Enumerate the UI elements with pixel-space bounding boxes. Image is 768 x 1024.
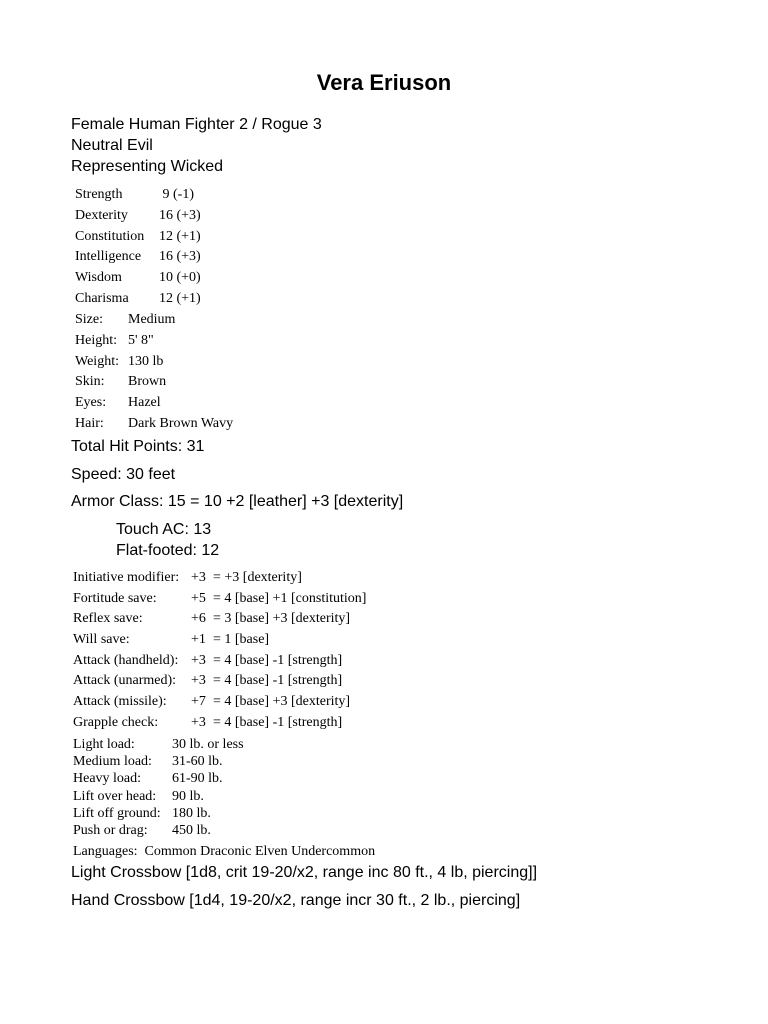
physical-row: [75, 331, 233, 352]
modifier-name: Attack (unarmed):: [73, 673, 177, 689]
load-row: [73, 788, 244, 805]
physical-label: Weight:: [75, 353, 119, 369]
modifier-calc: = 4 [base] +3 [dexterity]: [213, 694, 351, 710]
modifier-name: Attack (handheld):: [73, 652, 179, 668]
modifier-calc: = 4 [base] -1 [strength]: [213, 673, 343, 689]
modifier-value: +3: [191, 714, 206, 730]
modifier-row: [73, 589, 366, 610]
modifier-value: +5: [191, 590, 206, 606]
load-label: Push or drag:: [73, 822, 148, 838]
ability-scores: [75, 185, 201, 310]
ability-name: Strength: [75, 187, 123, 202]
modifier-value: +1: [191, 632, 206, 648]
load-row: [73, 770, 244, 787]
weapon-hand-crossbow: Hand Crossbow [1d4, 19-20/x2, range incr 30 ft., 2 lb., piercing]: [71, 892, 521, 909]
ability-row: [75, 227, 201, 248]
physical-description: [75, 310, 233, 435]
modifier-name: Reflex save:: [73, 611, 143, 627]
ability-value: 16 (+3): [159, 207, 201, 223]
hit-points: Total Hit Points: 31: [71, 438, 205, 455]
load-label: Lift off ground:: [73, 805, 161, 821]
physical-row: [75, 372, 233, 393]
modifier-row: [73, 692, 366, 713]
load-value: 61-90 lb.: [172, 771, 223, 787]
physical-label: Size:: [75, 312, 103, 327]
ability-value: 16 (+3): [159, 249, 201, 265]
physical-value: Hazel: [128, 395, 161, 411]
ability-value: 9 (-1): [159, 187, 194, 202]
load-value: 30 lb. or less: [172, 737, 244, 752]
modifier-row: [73, 568, 366, 589]
physical-row: [75, 393, 233, 414]
armor-class: Armor Class: 15 = 10 +2 [leather] +3 [dexterity]: [71, 493, 404, 510]
physical-value: 130 lb: [128, 353, 164, 369]
load-value: 180 lb.: [172, 805, 211, 821]
modifier-name: Grapple check:: [73, 714, 159, 730]
load-row: [73, 805, 244, 822]
combat-modifiers: [73, 568, 366, 734]
ability-row: [75, 247, 201, 268]
modifier-name: Will save:: [73, 632, 130, 648]
physical-row: [75, 352, 233, 373]
carrying-capacity: [73, 736, 244, 839]
physical-value: Dark Brown Wavy: [128, 415, 234, 431]
load-value: 90 lb.: [172, 788, 204, 804]
modifier-value: +3: [191, 673, 206, 689]
load-label: Heavy load:: [73, 771, 142, 787]
load-label: Lift over head:: [73, 788, 157, 804]
speed: Speed: 30 feet: [71, 466, 176, 483]
armor-class-details: [116, 520, 219, 561]
modifier-name: Initiative modifier:: [73, 570, 180, 585]
modifier-calc: = 4 [base] -1 [strength]: [213, 714, 343, 730]
modifier-calc: = 4 [base] +1 [constitution]: [213, 590, 367, 606]
modifier-row: [73, 630, 366, 651]
ability-value: 10 (+0): [159, 270, 201, 286]
modifier-row: [73, 651, 366, 672]
ability-row: [75, 268, 201, 289]
load-label: Light load:: [73, 737, 135, 752]
ability-name: Dexterity: [75, 207, 128, 223]
modifier-calc: = 3 [base] +3 [dexterity]: [213, 611, 351, 627]
physical-label: Skin:: [75, 374, 105, 390]
physical-label: Eyes:: [75, 395, 107, 411]
ability-name: Charisma: [75, 290, 129, 306]
flat-footed-ac: Flat-footed: 12: [116, 541, 220, 559]
load-row: [73, 822, 244, 839]
touch-ac: Touch AC: 13: [116, 521, 212, 538]
ability-row: [75, 206, 201, 227]
modifier-row: [73, 609, 366, 630]
load-row: [73, 753, 244, 770]
languages: Languages: Common Draconic Elven Undercommon: [73, 844, 376, 859]
modifier-value: +3: [191, 652, 206, 668]
ability-name: Wisdom: [75, 270, 122, 286]
alignment-line: Neutral Evil: [71, 137, 153, 154]
physical-label: Height:: [75, 332, 117, 348]
ability-row: [75, 289, 201, 310]
load-value: 31-60 lb.: [172, 754, 223, 770]
modifier-calc: = 4 [base] -1 [strength]: [213, 652, 343, 668]
load-row: [73, 736, 244, 753]
physical-label: Hair:: [75, 415, 104, 431]
modifier-name: Attack (missile):: [73, 694, 167, 710]
physical-value: 5' 8": [128, 332, 154, 348]
modifier-calc: = 1 [base]: [213, 632, 270, 648]
physical-row: [75, 414, 233, 435]
affiliation-line: Representing Wicked: [71, 158, 224, 175]
ability-row: [75, 185, 201, 206]
modifier-value: +7: [191, 694, 206, 710]
weapon-light-crossbow: Light Crossbow [1d8, crit 19-20/x2, range inc 80 ft., 4 lb, piercing]]: [71, 864, 538, 881]
physical-value: Brown: [128, 374, 167, 390]
ability-value: 12 (+1): [159, 290, 201, 306]
modifier-row: [73, 713, 366, 734]
modifier-value: +6: [191, 611, 206, 627]
ability-value: 12 (+1): [159, 228, 201, 244]
character-name: Vera Eriuson: [316, 70, 452, 95]
load-label: Medium load:: [73, 754, 152, 770]
modifier-calc: = +3 [dexterity]: [213, 570, 302, 585]
load-value: 450 lb.: [172, 822, 211, 838]
modifier-value: +3: [191, 570, 206, 585]
modifier-row: [73, 671, 366, 692]
character-summary: [71, 114, 322, 177]
physical-value: Medium: [128, 312, 176, 327]
ability-name: Constitution: [75, 228, 145, 244]
race-class-line: Female Human Fighter 2 / Rogue 3: [71, 116, 322, 133]
physical-row: [75, 310, 233, 331]
ability-name: Intelligence: [75, 249, 142, 265]
modifier-name: Fortitude save:: [73, 590, 157, 606]
